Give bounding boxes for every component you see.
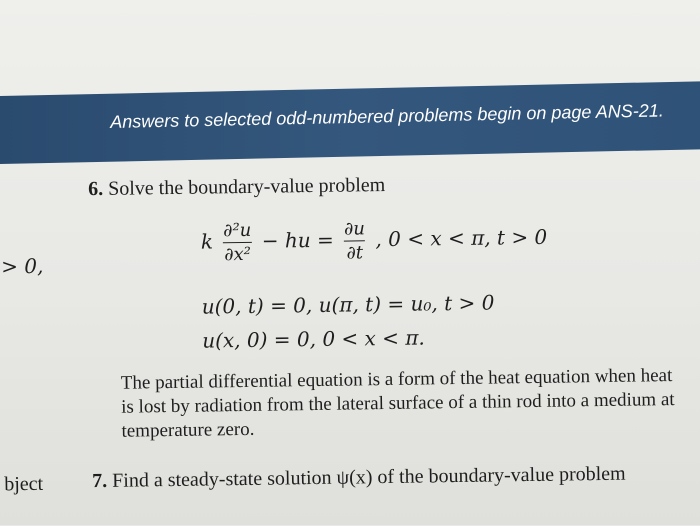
numerator-d2u: ∂²u: [223, 219, 252, 242]
problem-7-header: [92, 463, 626, 493]
problem-7-prompt: Find a steady-state solution ψ(x) of the boundary-value problem: [112, 462, 626, 492]
numerator-du: ∂u: [343, 218, 366, 240]
time-derivative-fraction: [344, 218, 366, 263]
problem-7-number: 7.: [92, 469, 108, 493]
pde-middle: − hu =: [261, 227, 334, 253]
banner-text: Answers to selected odd-numbered problems begin on page ANS-21.: [110, 100, 664, 132]
denominator-dt: ∂t: [346, 242, 364, 264]
pde-domain: , 0 < x < π, t > 0: [375, 224, 548, 252]
pde-equation: [201, 216, 548, 266]
boundary-conditions: u(0, t) = 0, u(π, t) = u₀, t > 0: [201, 290, 495, 319]
second-derivative-fraction: [223, 220, 252, 265]
problem-6-header: [88, 174, 385, 201]
problem-6-number: 6.: [87, 177, 104, 201]
pde-k: k: [200, 229, 214, 254]
problem-6-description: The partial differential equation is a form of the heat equation when heat is lost by radiation from the lateral surface of a thin rod into a medium at temperature zero.: [120, 365, 675, 442]
problem-6-prompt: Solve the boundary-value problem: [107, 174, 386, 200]
denominator-dx2: ∂x²: [224, 243, 252, 266]
left-margin-fragment: > 0,: [1, 253, 44, 279]
left-margin-fragment-2: bject: [4, 472, 44, 496]
initial-condition: u(x, 0) = 0, 0 < x < π.: [202, 325, 425, 353]
